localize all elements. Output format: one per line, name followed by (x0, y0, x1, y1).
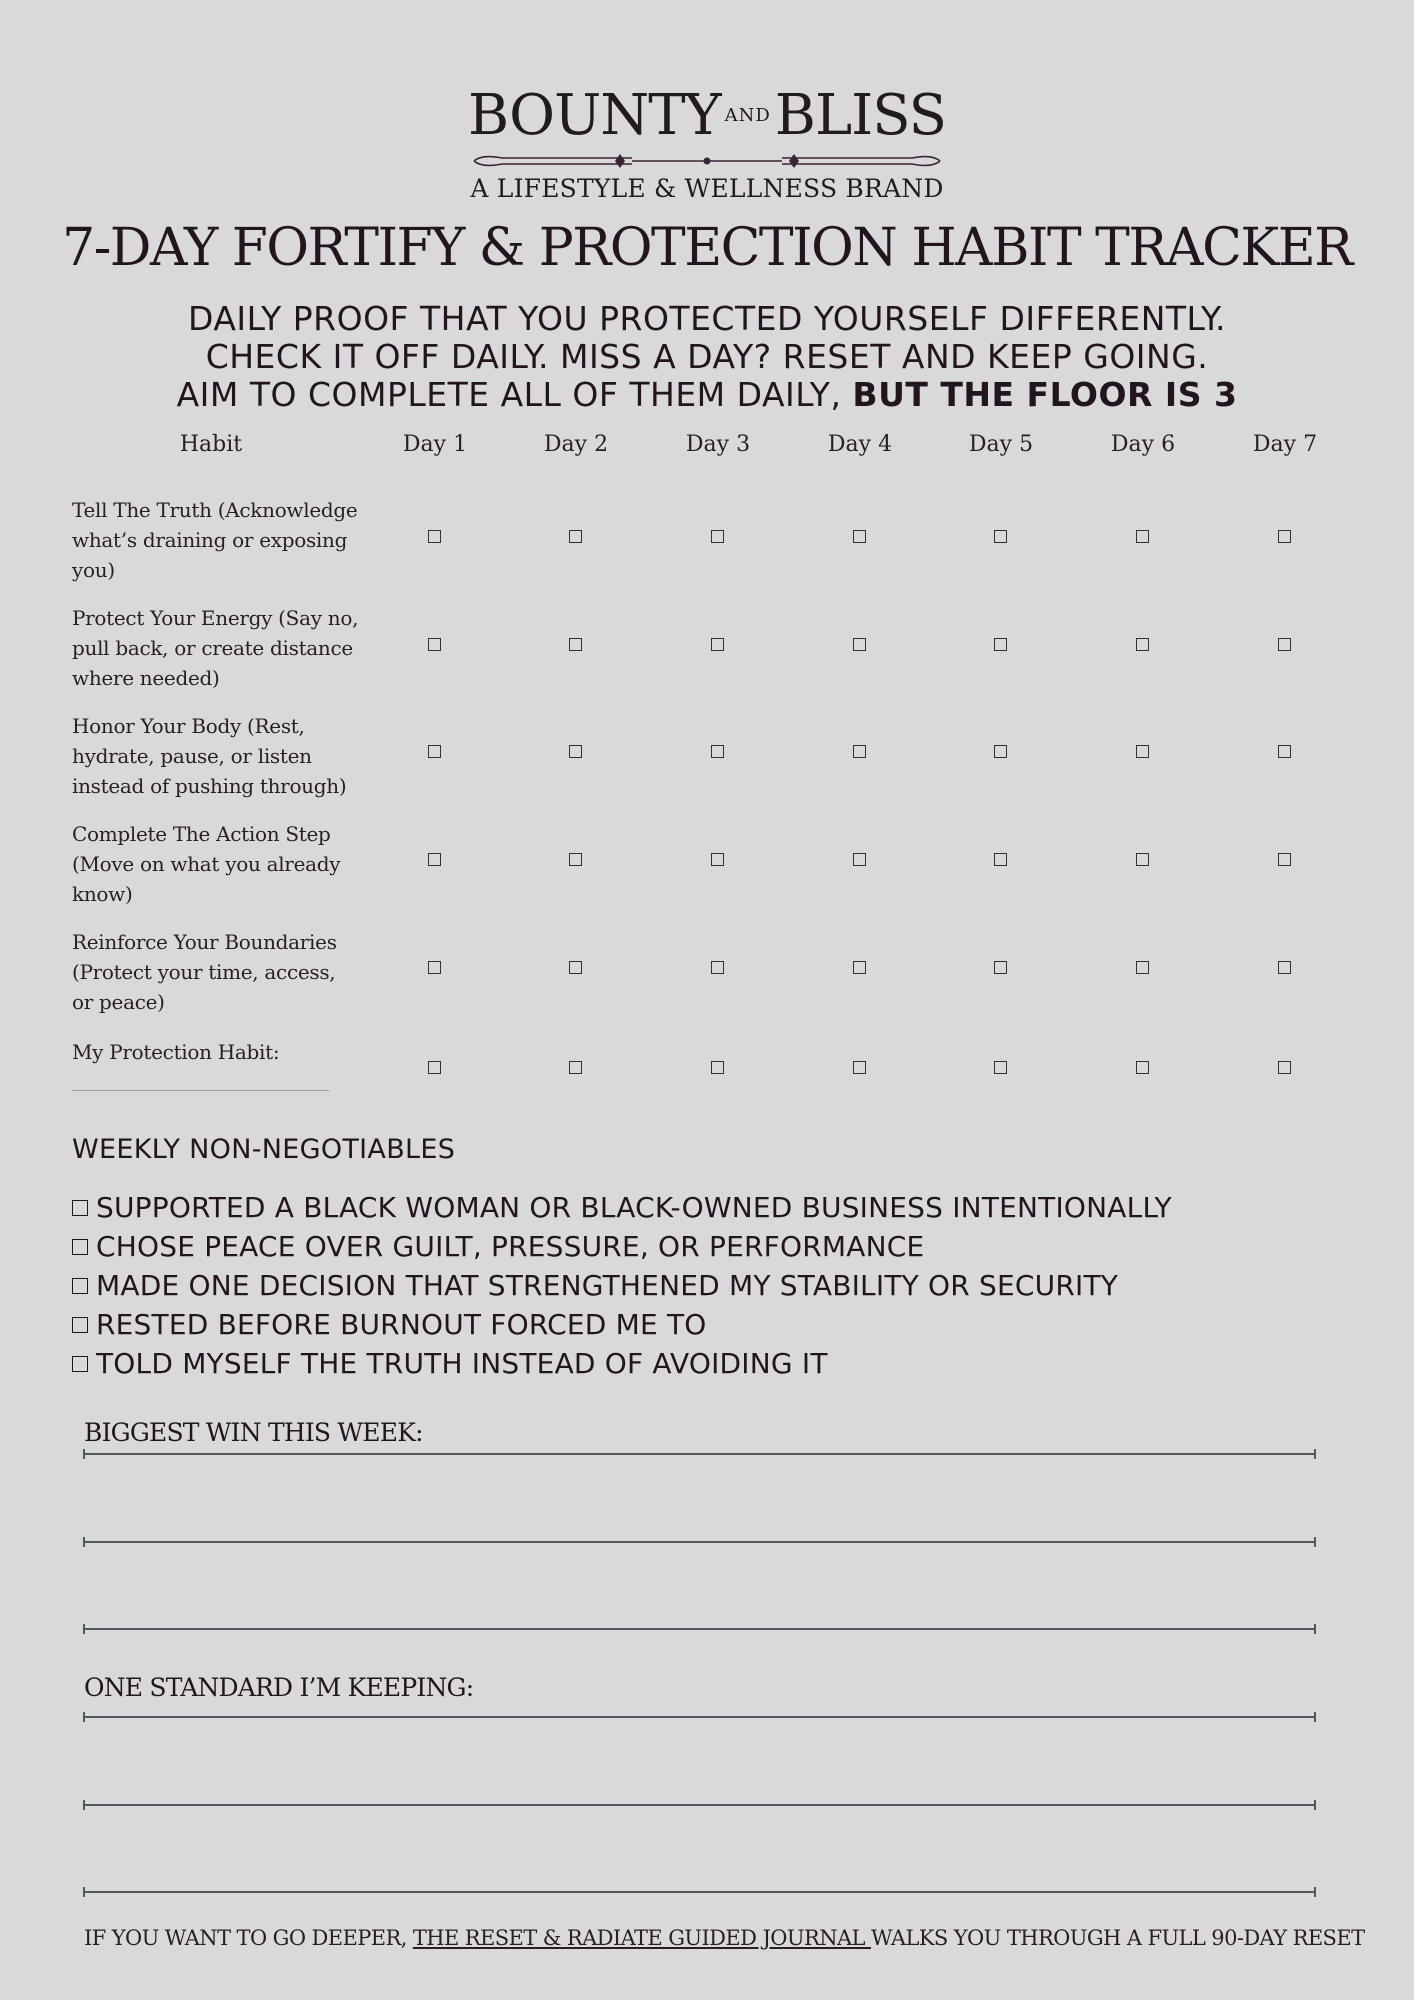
habit-day-checkbox[interactable] (853, 530, 866, 543)
weekly-item-label: MADE ONE DECISION THAT STRENGTHENED MY STABILITY OR SECURITY (96, 1269, 1119, 1302)
habit-day-checkbox[interactable] (1136, 1061, 1149, 1074)
habit-day-checkbox[interactable] (428, 638, 441, 651)
weekly-item[interactable] (72, 1191, 1172, 1225)
checkbox[interactable] (72, 1278, 88, 1294)
habit-day-checkbox[interactable] (853, 961, 866, 974)
habit-day-checkbox[interactable] (1278, 853, 1291, 866)
day-header: Day 2 (543, 432, 609, 457)
day-header: Day 4 (827, 432, 893, 457)
habit-day-checkbox[interactable] (711, 530, 724, 543)
habit-day-checkbox[interactable] (994, 853, 1007, 866)
weekly-item[interactable] (72, 1230, 924, 1264)
subtitle-floor-emphasis: BUT THE FLOOR IS 3 (852, 375, 1238, 414)
subtitle-line-1: DAILY PROOF THAT YOU PROTECTED YOURSELF DIFFERENTLY. (187, 299, 1226, 338)
writing-line[interactable] (83, 1716, 1316, 1718)
habit-day-checkbox[interactable] (853, 1061, 866, 1074)
ornament-divider-icon (472, 152, 942, 170)
habit-day-checkbox[interactable] (853, 638, 866, 651)
writing-line[interactable] (83, 1541, 1316, 1543)
weekly-item[interactable] (72, 1269, 1118, 1303)
checkbox[interactable] (72, 1317, 88, 1333)
habit-day-checkbox[interactable] (711, 853, 724, 866)
habit-day-checkbox[interactable] (569, 530, 582, 543)
habit-label: Reinforce Your Boundaries (Protect your time, access, or peace) (72, 930, 337, 1014)
habit-day-checkbox[interactable] (1278, 745, 1291, 758)
habit-day-checkbox[interactable] (428, 530, 441, 543)
habit-label: Complete The Action Step (Move on what you already know) (72, 822, 341, 906)
habit-day-checkbox[interactable] (1278, 961, 1291, 974)
writing-line[interactable] (83, 1804, 1316, 1806)
brand-tagline: A LIFESTYLE & WELLNESS BRAND (470, 173, 944, 203)
habit-day-checkbox[interactable] (994, 745, 1007, 758)
habit-day-checkbox[interactable] (994, 638, 1007, 651)
day-header: Day 5 (968, 432, 1034, 457)
checkbox[interactable] (72, 1356, 88, 1372)
brand-name-and: AND (724, 104, 771, 126)
habit-day-checkbox[interactable] (853, 853, 866, 866)
day-header: Day 1 (402, 432, 468, 457)
habit-day-checkbox[interactable] (994, 961, 1007, 974)
footer-note (84, 1926, 1364, 1950)
brand-name-left: BOUNTY (467, 83, 721, 148)
habit-day-checkbox[interactable] (1278, 1061, 1291, 1074)
habit-day-checkbox[interactable] (711, 961, 724, 974)
weekly-item[interactable] (72, 1347, 828, 1381)
habit-column-header: Habit (179, 432, 243, 457)
habit-day-checkbox[interactable] (1278, 638, 1291, 651)
habit-day-checkbox[interactable] (428, 961, 441, 974)
subtitle-line-3-text: AIM TO COMPLETE ALL OF THEM DAILY, (176, 375, 853, 414)
habit-day-checkbox[interactable] (994, 1061, 1007, 1074)
page-title: 7-DAY FORTIFY & PROTECTION HABIT TRACKER (62, 218, 1352, 278)
weekly-item-label: SUPPORTED A BLACK WOMAN OR BLACK-OWNED BUSINESS INTENTIONALLY (96, 1191, 1172, 1224)
custom-habit-blank[interactable] (72, 1090, 329, 1091)
day-header: Day 7 (1252, 432, 1318, 457)
habit-day-checkbox[interactable] (994, 530, 1007, 543)
weekly-title: WEEKLY NON-NEGOTIABLES (72, 1134, 456, 1165)
habit-day-checkbox[interactable] (569, 961, 582, 974)
footer-text-before: IF YOU WANT TO GO DEEPER, (84, 1926, 413, 1950)
habit-day-checkbox[interactable] (853, 745, 866, 758)
weekly-item-label: RESTED BEFORE BURNOUT FORCED ME TO (96, 1308, 707, 1341)
habit-day-checkbox[interactable] (1136, 530, 1149, 543)
subtitle-line-3 (0, 376, 1414, 414)
brand-name-right: BLISS (774, 83, 946, 148)
habit-day-checkbox[interactable] (1136, 638, 1149, 651)
habit-day-checkbox[interactable] (428, 1061, 441, 1074)
habit-day-checkbox[interactable] (569, 745, 582, 758)
habit-label: Honor Your Body (Rest, hydrate, pause, or listen instead of pushing through) (72, 714, 347, 798)
page-subtitle (0, 300, 1414, 414)
writing-line[interactable] (83, 1891, 1316, 1893)
footer-text-after: WALKS YOU THROUGH A FULL 90-DAY RESET (870, 1926, 1365, 1950)
habit-label: Tell The Truth (Acknowledge what’s draining or exposing you) (72, 498, 358, 582)
prompt-biggest-win: BIGGEST WIN THIS WEEK: (84, 1418, 423, 1447)
habit-day-checkbox[interactable] (428, 853, 441, 866)
day-header: Day 6 (1110, 432, 1176, 457)
habit-day-checkbox[interactable] (1136, 961, 1149, 974)
weekly-item-label: CHOSE PEACE OVER GUILT, PRESSURE, OR PERFORMANCE (96, 1230, 925, 1263)
habit-day-checkbox[interactable] (569, 1061, 582, 1074)
checkbox[interactable] (72, 1239, 88, 1255)
weekly-item[interactable] (72, 1308, 707, 1342)
writing-line[interactable] (83, 1453, 1316, 1455)
brand-name (0, 83, 1414, 150)
journal-link[interactable]: THE RESET & RADIATE GUIDED JOURNAL (412, 1926, 871, 1950)
brand-logo (0, 83, 1414, 203)
habit-day-checkbox[interactable] (569, 638, 582, 651)
prompt-standard: ONE STANDARD I’M KEEPING: (84, 1673, 474, 1702)
habit-label: Protect Your Energy (Say no, pull back, or create distance where needed) (72, 606, 359, 690)
habit-day-checkbox[interactable] (711, 638, 724, 651)
habit-day-checkbox[interactable] (1136, 853, 1149, 866)
habit-day-checkbox[interactable] (428, 745, 441, 758)
habit-day-checkbox[interactable] (1136, 745, 1149, 758)
habit-label: My Protection Habit: (72, 1040, 280, 1064)
habit-day-checkbox[interactable] (711, 745, 724, 758)
habit-day-checkbox[interactable] (711, 1061, 724, 1074)
day-header: Day 3 (685, 432, 751, 457)
weekly-item-label: TOLD MYSELF THE TRUTH INSTEAD OF AVOIDING IT (96, 1347, 828, 1380)
subtitle-line-2: CHECK IT OFF DAILY. MISS A DAY? RESET AND KEEP GOING. (205, 337, 1209, 376)
habit-day-checkbox[interactable] (569, 853, 582, 866)
habit-day-checkbox[interactable] (1278, 530, 1291, 543)
checkbox[interactable] (72, 1200, 88, 1216)
writing-line[interactable] (83, 1628, 1316, 1630)
